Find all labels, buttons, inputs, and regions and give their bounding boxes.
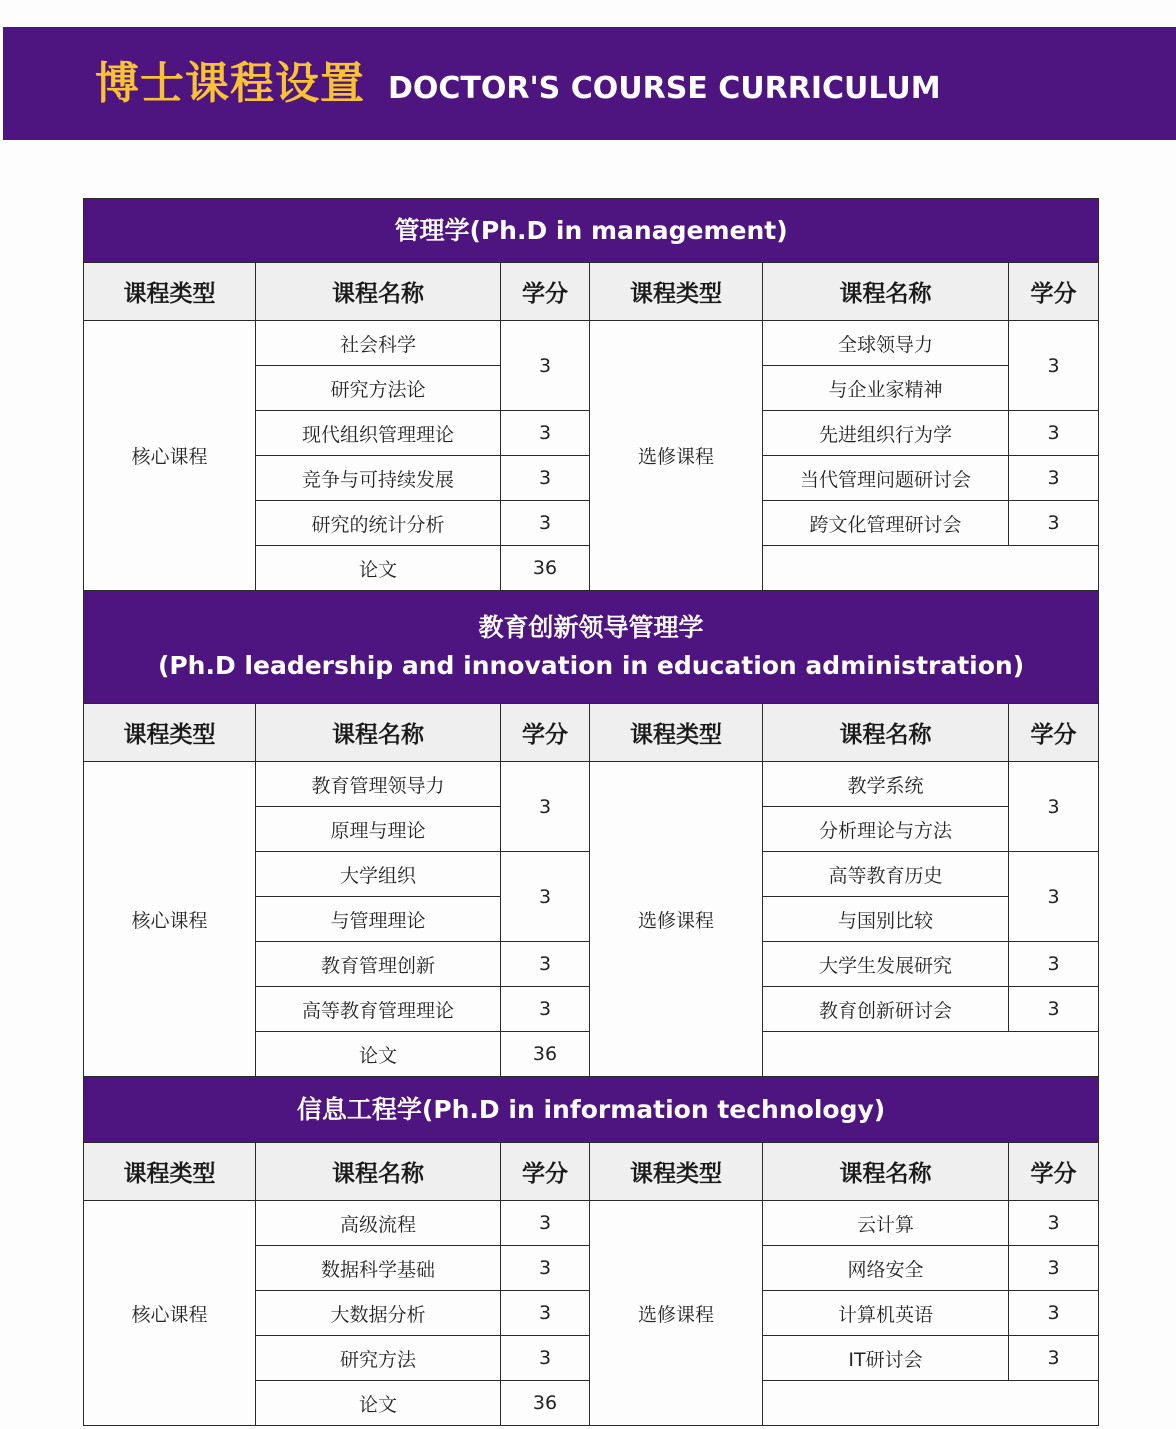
course-credit: 3	[501, 1201, 590, 1246]
course-name: 当代管理问题研讨会	[763, 456, 1009, 501]
header-row	[84, 263, 1099, 321]
course-credit: 3	[1009, 1291, 1099, 1336]
page-title-en: DOCTOR'S COURSE CURRICULUM	[388, 71, 941, 106]
table-row	[84, 1201, 1099, 1246]
course-name: 教育管理领导力	[256, 762, 501, 807]
core-category-cell: 核心课程	[84, 762, 256, 1077]
col-header-name: 课程名称	[256, 263, 501, 321]
course-credit: 36	[501, 1381, 590, 1426]
course-name: 研究的统计分析	[256, 501, 501, 546]
course-name: 跨文化管理研讨会	[763, 501, 1009, 546]
empty-cell	[763, 1032, 1099, 1077]
course-name: 计算机英语	[763, 1291, 1009, 1336]
course-name: 云计算	[763, 1201, 1009, 1246]
header-row	[84, 1143, 1099, 1201]
course-credit: 3	[501, 501, 590, 546]
header-row	[84, 704, 1099, 762]
course-name: 竞争与可持续发展	[256, 456, 501, 501]
course-credit: 3	[1009, 1201, 1099, 1246]
course-credit: 3	[1009, 852, 1099, 942]
col-header-type: 课程类型	[84, 263, 256, 321]
curriculum-table	[83, 198, 1099, 1426]
course-credit: 36	[501, 546, 590, 591]
course-credit: 3	[501, 321, 590, 411]
course-name: 先进组织行为学	[763, 411, 1009, 456]
empty-cell	[763, 1381, 1099, 1426]
course-credit: 3	[501, 852, 590, 942]
course-name: 网络安全	[763, 1246, 1009, 1291]
course-credit: 3	[1009, 1246, 1099, 1291]
program-title-line1: 教育创新领导管理学	[478, 613, 704, 642]
program-title-education	[84, 591, 1099, 704]
course-credit: 3	[501, 762, 590, 852]
col-header-credit: 学分	[1009, 263, 1099, 321]
col-header-type: 课程类型	[590, 704, 763, 762]
course-credit: 3	[1009, 501, 1099, 546]
course-name: 高级流程	[256, 1201, 501, 1246]
col-header-type: 课程类型	[590, 263, 763, 321]
course-name: 论文	[256, 546, 501, 591]
course-name: 研究方法论	[256, 366, 501, 411]
course-credit: 36	[501, 1032, 590, 1077]
program-title-management: 管理学(Ph.D in management)	[84, 199, 1099, 263]
course-credit: 3	[501, 1246, 590, 1291]
course-credit: 3	[1009, 321, 1099, 411]
course-name: 教育创新研讨会	[763, 987, 1009, 1032]
course-credit: 3	[501, 1291, 590, 1336]
course-name: 与国别比较	[763, 897, 1009, 942]
col-header-name: 课程名称	[763, 263, 1009, 321]
course-credit: 3	[1009, 1336, 1099, 1381]
course-name: 论文	[256, 1032, 501, 1077]
course-name: 数据科学基础	[256, 1246, 501, 1291]
col-header-credit: 学分	[501, 704, 590, 762]
course-credit: 3	[501, 1336, 590, 1381]
elective-category-cell: 选修课程	[590, 321, 763, 591]
col-header-type: 课程类型	[84, 704, 256, 762]
empty-cell	[763, 546, 1099, 591]
col-header-type: 课程类型	[84, 1143, 256, 1201]
elective-category-cell: 选修课程	[590, 762, 763, 1077]
course-name: 教育管理创新	[256, 942, 501, 987]
elective-category-cell: 选修课程	[590, 1201, 763, 1426]
course-name: IT研讨会	[763, 1336, 1009, 1381]
table-row	[84, 762, 1099, 807]
page-title-cn: 博士课程设置	[95, 58, 365, 109]
course-name: 大数据分析	[256, 1291, 501, 1336]
program-title-it: 信息工程学(Ph.D in information technology)	[84, 1077, 1099, 1143]
course-name: 与管理理论	[256, 897, 501, 942]
course-name: 与企业家精神	[763, 366, 1009, 411]
program-title-line2: (Ph.D leadership and innovation in education administration)	[157, 651, 1025, 680]
col-header-credit: 学分	[501, 263, 590, 321]
core-category-cell: 核心课程	[84, 321, 256, 591]
course-credit: 3	[1009, 942, 1099, 987]
course-name: 现代组织管理理论	[256, 411, 501, 456]
col-header-name: 课程名称	[763, 704, 1009, 762]
course-name: 分析理论与方法	[763, 807, 1009, 852]
col-header-name: 课程名称	[256, 1143, 501, 1201]
course-name: 教学系统	[763, 762, 1009, 807]
col-header-credit: 学分	[1009, 704, 1099, 762]
course-name: 全球领导力	[763, 321, 1009, 366]
course-name: 社会科学	[256, 321, 501, 366]
course-name: 大学生发展研究	[763, 942, 1009, 987]
course-name: 研究方法	[256, 1336, 501, 1381]
course-credit: 3	[501, 987, 590, 1032]
course-credit: 3	[1009, 762, 1099, 852]
course-credit: 3	[1009, 987, 1099, 1032]
course-name: 论文	[256, 1381, 501, 1426]
table-row	[84, 321, 1099, 366]
col-header-credit: 学分	[1009, 1143, 1099, 1201]
course-name: 高等教育管理理论	[256, 987, 501, 1032]
course-credit: 3	[501, 411, 590, 456]
course-credit: 3	[1009, 456, 1099, 501]
col-header-type: 课程类型	[590, 1143, 763, 1201]
course-name: 高等教育历史	[763, 852, 1009, 897]
col-header-name: 课程名称	[256, 704, 501, 762]
col-header-name: 课程名称	[763, 1143, 1009, 1201]
course-credit: 3	[501, 942, 590, 987]
col-header-credit: 学分	[501, 1143, 590, 1201]
course-credit: 3	[1009, 411, 1099, 456]
course-name: 原理与理论	[256, 807, 501, 852]
course-credit: 3	[501, 456, 590, 501]
course-name: 大学组织	[256, 852, 501, 897]
core-category-cell: 核心课程	[84, 1201, 256, 1426]
